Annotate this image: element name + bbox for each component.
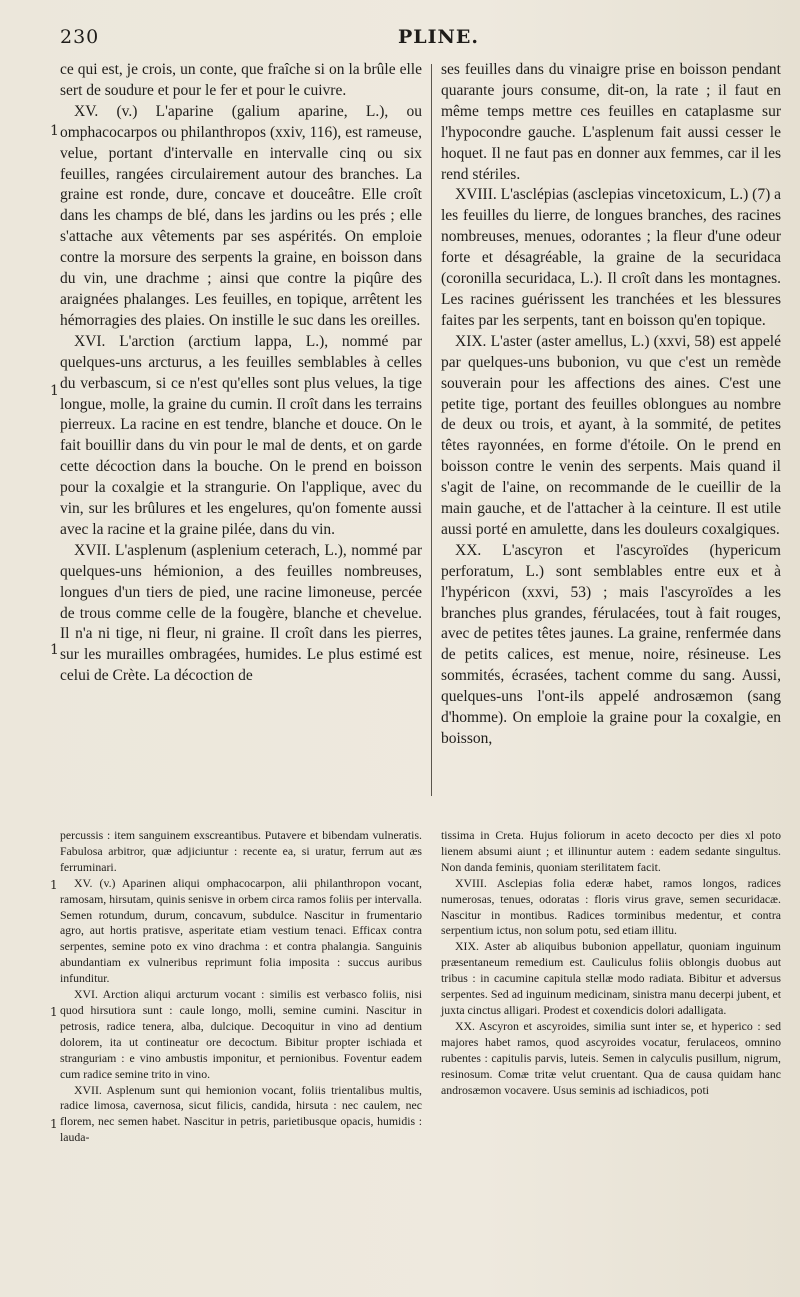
latin-paragraph-xix: XIX. Aster ab aliquibus bubonion appellatur, quoniam inguinum præsentaneum remedium est. Cauliculus foliis oblongis duobus aut tribus : in cacumine capitula stellæ modo radiata. Bibitur et adversus serpentes. Sed ad inguinum medicinam, sinistra manu decerpi jubent, et juxta cinctus alligari. Prodest et coxendicis dolori adalligata. xyxy=(441,939,781,1017)
margin-marker: 1 xyxy=(50,1005,58,1019)
margin-marker: 1 xyxy=(50,383,59,399)
latin-paragraph-xvii: XVII. Asplenum sunt qui hemionion vocant, foliis trientalibus multis, radice limosa, cavernosa, sicut filicis, candida, hirsuta : nec caulem, nec florem, nec semen habet. Nascitur in petris, parietibusque opacis, humidis : lauda- xyxy=(60,1082,422,1145)
margin-marker: 1 xyxy=(50,1117,58,1131)
margin-marker: 1 xyxy=(50,878,58,892)
paragraph-xv: XV. (v.) L'aparine (galium aparine, L.), ou omphacocarpos ou philanthropos (xxiv, 116), est rameuse, velue, portant d'intervalle en intervalle cinq ou six feuilles, rangées circulairement autour des branches. La graine est ronde, dure, concave et douceâtre. Elle croît dans les champs de blé, dans les jardins ou les prés ; elle s'attache aux vêtements par ses aspérités. On emploie contre la morsure des serpents la graine, en boisson dans du vin, une drachme ; ainsi que contre la piqûre des araignées phalanges. Les feuilles, en topique, arrêtent les hémorragies des plaies. On instille le suc dans les oreilles. xyxy=(60,102,422,329)
paragraph-xx: XX. L'ascyron et l'ascyroïdes (hypericum perforatum, L.) sont semblables entre eux et à l'hypéricon (xxvi, 53) ; mais l'ascyroïdes a les branches plus grandes, férulacées, tout à fait rouges, avec de petites têtes jaunes. La graine, renfermée dans de petits calices, est menue, noire, résineuse. Les sommités, écrasées, tachent comme du sang. Aussi, quelques-uns l'ont-ils appelé androsæmon (sang d'homme). On emploie la graine pour la coxalgie, en boisson, xyxy=(441,541,781,747)
latin-text-left-column xyxy=(60,828,422,1146)
french-text-right-column xyxy=(441,60,781,750)
latin-text-right-column xyxy=(441,828,781,1098)
latin-paragraph: percussis : item sanguinem exscreantibus. Putavere et bibendam vulneratis. Fabulosa arbitror, quæ adjiciuntur : recente ea, si uratur, ferrum aut æs ferruminari. xyxy=(60,828,422,874)
running-head: PLINE. xyxy=(398,26,479,48)
margin-marker: 1 xyxy=(50,642,59,658)
latin-paragraph-xvi: XVI. Arction aliqui arcturum vocant : similis est verbasco foliis, nisi quod hirsutiora sunt : caule longo, molli, semine cumini. Nascitur in petrosis, radice tenera, alba, dulcique. Decoquitur in vino ad dentium dolorem, ita ut contineatur ore decoctum. Bibitur propter ischiada et stranguriam : e vino ambustis imponitur, et pernionibus. Foventur eadem cum radice semine trito in vino. xyxy=(60,987,422,1081)
paragraph: ses feuilles dans du vinaigre prise en boisson pendant quarante jours consume, dit-on, la rate ; il faut en même temps mettre ces feuilles en cataplasme sur l'hypocondre gauche. L'asplenum fait aussi cesser le hoquet. Il ne faut pas en donner aux femmes, car il les rend stériles. xyxy=(441,61,781,183)
latin-paragraph-xx: XX. Ascyron et ascyroides, similia sunt inter se, et hyperico : sed majores habet ramos, quod ascyroides vocatur, ferulaceos, omnino rubentes : capitulis parvis, luteis. Semen in calyculis pusillum, nigrum, resinosum. Comæ tritæ velut cruentant. Qua de causa quidam hanc androsæmon vocavere. Usus seminis ad ischiadicos, poti xyxy=(441,1018,781,1097)
page-header xyxy=(60,26,770,52)
page-number: 230 xyxy=(60,26,100,48)
latin-paragraph: tissima in Creta. Hujus foliorum in aceto decocto per dies xl poto lienem absumi aiunt ; et illinuntur autem : eadem sedante singultus. Non danda feminis, quoniam sterilitatem facit. xyxy=(441,828,781,874)
latin-paragraph-xviii: XVIII. Asclepias folia ederæ habet, ramos longos, radices numerosas, tenues, odoratas : floris virus grave, semen securidacæ. Nascitur in montibus. Radices torminibus medentur, et contra serpentium ictus, non solum potu, sed etiam illitu. xyxy=(441,875,781,938)
paragraph-xix: XIX. L'aster (aster amellus, L.) (xxvi, 58) est appelé par quelques-uns bubonion, vu que c'est un remède souverain pour les affections des aines. C'est une petite tige, portant des feuilles oblongues au nombre de deux ou trois, et ayant, à la sommité, de petites têtes rayonnées, en forme d'étoile. On le prend en boisson contre le venin des serpents. Mais quand il s'agit de l'aine, on recommande de le cueillir de la main gauche, et de l'attacher à la ceinture. Il est utile aussi porté en amulette, dans les douleurs coxalgiques. xyxy=(441,332,781,538)
margin-marker: 1 xyxy=(50,123,59,139)
paragraph: ce qui est, je crois, un conte, que fraîche si on la brûle elle sert de soudure et pour le fer et pour le cuivre. xyxy=(60,61,422,99)
column-divider xyxy=(431,64,432,796)
french-text-left-column xyxy=(60,60,422,687)
paragraph-xviii: XVIII. L'asclépias (asclepias vincetoxicum, L.) (7) a les feuilles du lierre, de longues branches, des racines nombreuses, menues, odorantes ; la fleur d'une odeur forte et désagréable, la graine de la securidaca (coronilla securidaca, L.). Il croît dans les montagnes. Les racines guérissent les tranchées et les blessures faites par les serpents, tant en boisson qu'en topique. xyxy=(441,186,782,329)
latin-paragraph-xv: XV. (v.) Aparinen aliqui omphacocarpon, alii philanthropon vocant, ramosam, hirsutam, quinis senisve in orbem circa ramos foliis per intervalla. Semen rotundum, durum, concavum, subdulce. Nascitur in frumentario agro, aut hortis pratisve, asperitate etiam vestium tenaci. Efficax contra serpentes, semine poto ex vino drachma : et contra phalangia. Sanguinis abundantiam ex vulneribus reprimunt folia imposita : succus auribus infunditur. xyxy=(60,875,422,986)
paragraph-xvi: XVI. L'arction (arctium lappa, L.), nommé par quelques-uns arcturus, a les feuilles semblables à celles du verbascum, si ce n'est qu'elles sont plus velues, la tige longue, molle, la graine du cumin. Il croît dans les terrains pierreux. La racine en est tendre, blanche et douce. On le fait bouillir dans du vin pour le mal de dents, et on garde cette décoction dans la bouche. On le prend en boisson pour la coxalgie et la strangurie. On l'applique, avec du vin, sur les brûlures et les engelures, qu'on fomente aussi avec la racine et la graine pilée, dans du vin. xyxy=(60,332,422,538)
paragraph-xvii: XVII. L'asplenum (asplenium ceterach, L.), nommé par quelques-uns hémionion, a des feuilles nombreuses, longues d'un tiers de pied, une racine limoneuse, percée de trous comme celle de la fougère, blanche et chevelue. Il n'a ni tige, ni fleur, ni graine. Il croît dans les pierres, sur les murailles ombragées, humides. Le plus estimé est celui de Crète. La décoction de xyxy=(60,541,422,685)
